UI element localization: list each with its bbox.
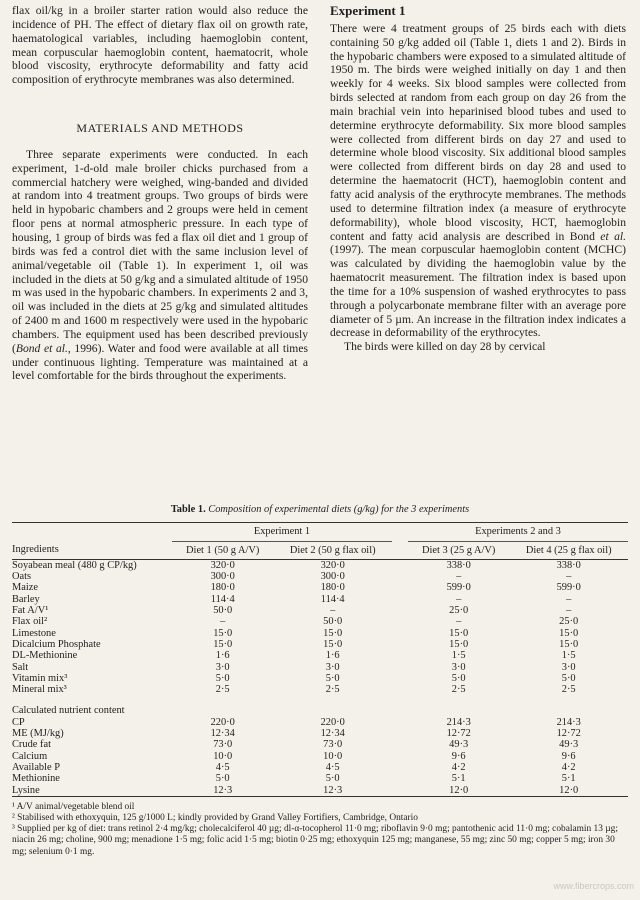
table-row xyxy=(12,650,628,661)
row-label: Vitamin mix³ xyxy=(12,672,68,684)
table-row xyxy=(12,639,628,650)
table-cell: 10·0 xyxy=(213,750,233,762)
row-label: Dicalcium Phosphate xyxy=(12,638,101,650)
table-cell: 12·72 xyxy=(556,728,581,740)
right-column xyxy=(330,4,626,354)
experiment-1-paragraph-2: The birds were killed on day 28 by cervical xyxy=(344,340,546,354)
experiment-1-text: There were 4 treatment groups of 25 birds each with diets containing 50 g/kg added oil (Table 1, diets 1 and 2). Birds in the hypobaric chambers were exposed to a simulated altitude of 1950 m. The birds were weighed initially on day 1 and then weekly for 4 weeks. Six blood samples were collected from birds selected at random from each group on day 26 from the main brachial vein into heparinised blood tubes and used to determine erythrocyte deformability. Six more blood samples were collected from different birds on day 27 and used to determine whole blood viscosity. Six additional blood samples were collected from different birds on day 28 and used to determine the haematocrit (HCT), haemoglobin content and fatty acid analysis of the erythrocyte membranes. The methods used to determine filtration index (a measure of erythrocyte deformability), whole blood viscosity, HCT, haemoglobin content and fatty acid analysis are described in Bond xyxy=(330,21,626,243)
row-label: Mineral mix³ xyxy=(12,684,67,696)
table-cell: 5·0 xyxy=(561,672,576,684)
table-row xyxy=(12,785,628,797)
table-cell: 4·2 xyxy=(451,761,466,773)
table-cell: 4·5 xyxy=(215,761,230,773)
intro-paragraph: flax oil/kg in a broiler starter ration would also reduce the incidence of PH. The effect of dietary flax oil on growth rate, haematological variables, including haemoglobin content, mean corpuscular haemoglobin content, haematocrit, whole blood viscosity, erythrocyte deformability and fatty acid composition of erythrocyte membranes was also determined. xyxy=(12,4,308,87)
experiment-1-heading: Experiment 1 xyxy=(330,3,406,18)
table-label: Table 1. xyxy=(170,504,206,515)
table-cell: 214·3 xyxy=(556,716,581,728)
diet-composition-table xyxy=(12,504,628,858)
watermark: www.fibercrops.com xyxy=(553,881,634,891)
table-row xyxy=(12,773,628,784)
table-row xyxy=(12,662,628,673)
table-cell: 2·5 xyxy=(215,684,230,696)
table-cell: 1·5 xyxy=(561,650,576,662)
row-label: Salt xyxy=(12,661,29,673)
row-label: Crude fat xyxy=(12,739,51,751)
table-cell: 5·0 xyxy=(215,773,230,785)
table-cell: 180·0 xyxy=(320,582,345,594)
table-column-header xyxy=(12,541,628,559)
table-row xyxy=(12,751,628,762)
table-cell: 15·0 xyxy=(213,638,233,650)
table-cell: 220·0 xyxy=(320,716,345,728)
table-cell: – xyxy=(456,593,462,605)
table-row xyxy=(12,728,628,739)
row-label: Calcium xyxy=(12,750,48,762)
table-cell: – xyxy=(456,616,462,628)
table-cell: 5·1 xyxy=(561,773,576,785)
row-label: CP xyxy=(12,716,25,728)
table-cell: 12·3 xyxy=(213,784,233,796)
table-row xyxy=(12,582,628,593)
row-label: Lysine xyxy=(12,784,40,796)
table-cell: 9·6 xyxy=(561,750,576,762)
column-diet-2: Diet 2 (50 g flax oil) xyxy=(289,544,376,556)
table-cell: 338·0 xyxy=(446,559,471,571)
table-cell: 114·4 xyxy=(320,593,345,605)
table-cell: 1·5 xyxy=(451,650,466,662)
table-group-header xyxy=(12,523,628,541)
footnote-1: ¹ A/V animal/vegetable blend oil xyxy=(12,801,135,812)
table-cell: 12·3 xyxy=(323,784,343,796)
table-cell: 338·0 xyxy=(556,559,581,571)
table-row xyxy=(12,762,628,773)
table-cell: 10·0 xyxy=(323,750,343,762)
table-caption xyxy=(12,504,628,515)
table-title: Composition of experimental diets (g/kg) for the 3 experiments xyxy=(208,504,470,515)
table-cell: 25·0 xyxy=(559,616,579,628)
table-cell: 12·0 xyxy=(559,784,579,796)
left-column xyxy=(12,4,308,383)
table-cell: 114·4 xyxy=(210,593,235,605)
table-cell: 1·6 xyxy=(215,650,230,662)
table-cell: 4·2 xyxy=(561,761,576,773)
row-label: Oats xyxy=(12,571,32,583)
table-cell: – xyxy=(330,605,336,617)
table-cell: 15·0 xyxy=(323,638,343,650)
table-cell: 5·0 xyxy=(215,672,230,684)
table-cell: 599·0 xyxy=(556,582,581,594)
table-cell: 15·0 xyxy=(213,627,233,639)
citation: Bond et al. xyxy=(15,341,68,355)
table-cell: 73·0 xyxy=(213,739,233,751)
table-cell: 220·0 xyxy=(210,716,235,728)
table-cell: 49·3 xyxy=(559,739,579,751)
nutrient-heading: Calculated nutrient content xyxy=(12,705,125,717)
table-cell: 15·0 xyxy=(559,627,579,639)
table-cell: 214·3 xyxy=(446,716,471,728)
methods-text-end: , 1996). Water and food were available at all times under continuous lighting. Temperature was maintained at a level comfortable for the birds throughout the experiments. xyxy=(12,341,308,383)
table-cell: 320·0 xyxy=(320,559,345,571)
column-diet-3: Diet 3 (25 g A/V) xyxy=(422,544,496,556)
table-cell: 12·34 xyxy=(320,728,345,740)
table-cell: – xyxy=(220,616,226,628)
table-cell: 15·0 xyxy=(559,638,579,650)
row-label: Limestone xyxy=(12,627,56,639)
table-cell: 15·0 xyxy=(449,638,469,650)
experiment-1-paragraph xyxy=(330,22,626,340)
table-row xyxy=(12,673,628,684)
ingredient-rows xyxy=(12,559,628,695)
row-label: Methionine xyxy=(12,773,60,785)
column-ingredients: Ingredients xyxy=(12,544,59,556)
table-cell: 1·6 xyxy=(325,650,340,662)
table-cell: 2·5 xyxy=(325,684,340,696)
table-cell: 3·0 xyxy=(215,661,230,673)
table-cell: – xyxy=(566,593,572,605)
table-cell: 5·0 xyxy=(325,773,340,785)
methods-text: Three separate experiments were conducted. In each experiment, 1-d-old male broiler chicks purchased from a commercial hatchery were weighed, wing-banded and divided at random into 4 treatment groups. Two groups of birds were held in hypobaric chambers and 2 groups were held in cement floor pens at normal atmospheric pressure. In each type of housing, 1 group of birds was fed a flax oil diet and 1 group of birds was fed a control diet with the same inclusion level of animal/vegetable oil (Table 1). In experiment 1, oil was included in the diets at 50 g/kg and a simulated altitude of 1950 m was used in the hypobaric chambers. In experiments 2 and 3, oil was included in the diets at 25 g/kg and simulated altitudes of 2400 m and 1600 m respectively were used in the hypobaric chambers. The equipment used has been described previously ( xyxy=(12,147,308,355)
table-row xyxy=(12,594,628,605)
table-cell: 50·0 xyxy=(323,616,343,628)
table-row xyxy=(12,684,628,695)
table-cell: 12·72 xyxy=(446,728,471,740)
table-cell: 50·0 xyxy=(213,605,233,617)
row-label: Soyabean meal (480 g CP/kg) xyxy=(12,559,137,571)
table-cell: 300·0 xyxy=(210,571,235,583)
footnote-3: ³ Supplied per kg of diet: trans retinol 2·4 mg/kg; cholecalciferol 40 µg; dl-α-tocopherol 11·0 mg; riboflavin 9·0 mg; pantothenic acid 11·0 mg; cobalamin 13 µg; niacin 26 mg; choline, 900 mg; menadione 1·5 mg; folic acid 1·5 mg; biotin 0·25 mg; ethoxyquin 125 mg; manganese, 55 mg; zinc 50 mg; copper 5 mg; iron 30 mg; selenium 0·1 mg. xyxy=(12,824,618,857)
table-cell: 12·34 xyxy=(210,728,235,740)
table-footnotes xyxy=(12,802,628,858)
table-cell: 5·1 xyxy=(451,773,466,785)
table-cell: 2·5 xyxy=(561,684,576,696)
table-cell: 5·0 xyxy=(451,672,466,684)
row-label: Fat A/V¹ xyxy=(12,605,49,617)
table-row xyxy=(12,571,628,582)
table-row xyxy=(12,605,628,616)
nutrient-section xyxy=(12,695,628,716)
row-label: Barley xyxy=(12,593,40,605)
table-cell: – xyxy=(566,605,572,617)
footnote-2: ² Stabilised with ethoxyquin, 125 g/1000 L; kindly provided by Grand Valley Fortifiers, Cambridge, Ontario xyxy=(12,813,418,824)
table-cell: 3·0 xyxy=(325,661,340,673)
nutrient-rows xyxy=(12,717,628,797)
table-row xyxy=(12,717,628,728)
table-cell: 599·0 xyxy=(446,582,471,594)
table-cell: 300·0 xyxy=(320,571,345,583)
experiments-2-3-group: Experiments 2 and 3 xyxy=(408,523,628,541)
table-row xyxy=(12,559,628,571)
table-cell: 73·0 xyxy=(323,739,343,751)
table-row xyxy=(12,616,628,627)
table-cell: 15·0 xyxy=(449,627,469,639)
methods-paragraph xyxy=(12,148,308,383)
column-diet-4: Diet 4 (25 g flax oil) xyxy=(525,544,612,556)
experiment-1-text-end: (1997). The mean corpuscular haemoglobin content (MCHC) was calculated by dividing the haemoglobin value by the haematocrit measurement. The filtration index is based upon the time for a 10% suspension of washed erythrocytes to pass through a polycarbonate membrane filter with an average pore diameter of 5 µm. An increase in the filtration index indicates a decrease in deformability of the erythrocytes. xyxy=(330,243,626,340)
table-cell: 9·6 xyxy=(451,750,466,762)
row-label: Available P xyxy=(12,761,60,773)
column-diet-1: Diet 1 (50 g A/V) xyxy=(186,544,260,556)
table-cell: – xyxy=(456,571,462,583)
table-cell: – xyxy=(566,571,572,583)
table-row xyxy=(12,739,628,750)
citation: et al. xyxy=(600,229,627,243)
table-cell: 320·0 xyxy=(210,559,235,571)
row-label: ME (MJ/kg) xyxy=(12,728,64,740)
table-row xyxy=(12,628,628,639)
row-label: Maize xyxy=(12,582,38,594)
table-cell: 3·0 xyxy=(451,661,466,673)
table-cell: 180·0 xyxy=(210,582,235,594)
table-cell: 12·0 xyxy=(449,784,469,796)
experiment-1-group: Experiment 1 xyxy=(172,523,392,541)
table-cell: 25·0 xyxy=(449,605,469,617)
row-label: DL-Methionine xyxy=(12,650,78,662)
table-cell: 15·0 xyxy=(323,627,343,639)
table-cell: 3·0 xyxy=(561,661,576,673)
row-label: Flax oil² xyxy=(12,616,48,628)
table-grid xyxy=(12,522,628,797)
table-cell: 4·5 xyxy=(325,761,340,773)
table-cell: 5·0 xyxy=(325,672,340,684)
table-cell: 49·3 xyxy=(449,739,469,751)
table-cell: 2·5 xyxy=(451,684,466,696)
section-heading-methods: MATERIALS AND METHODS xyxy=(76,121,244,136)
